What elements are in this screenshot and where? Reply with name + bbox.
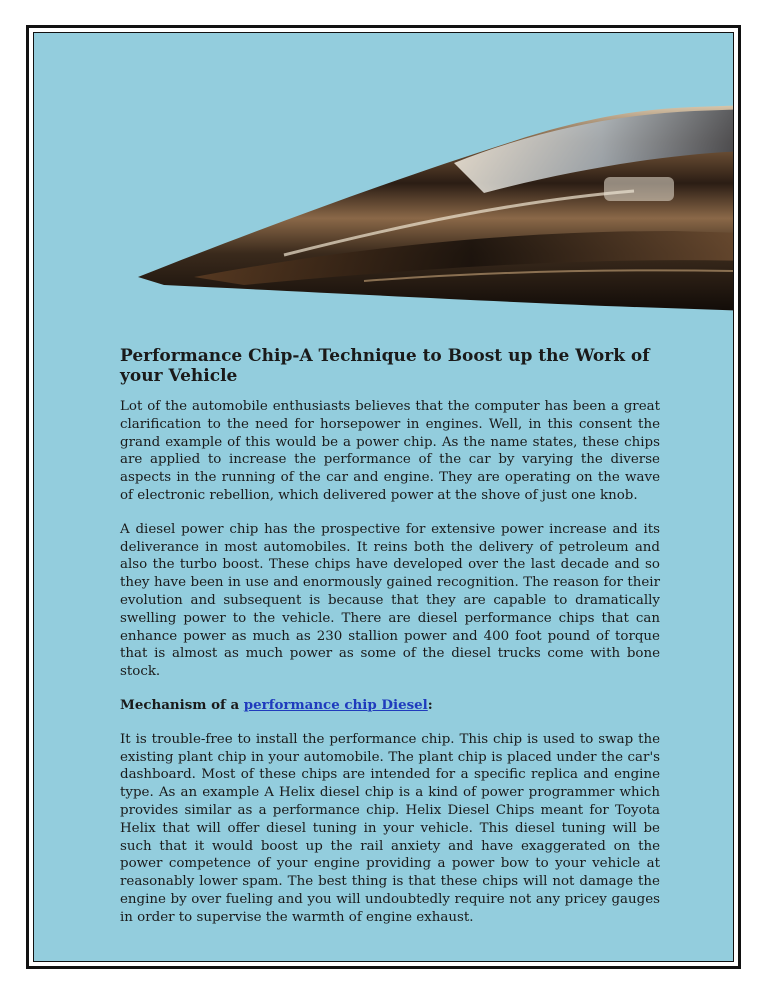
article <box>120 346 660 943</box>
page-border <box>26 25 741 969</box>
article-title: Performance Chip-A Technique to Boost up the Work of your Vehicle <box>120 346 650 386</box>
paragraph-1: Lot of the automobile enthusiasts believes that the computer has been a great clarification to the need for horsepower in engines. Well, in this consent the grand example of this would be a power chip. As the name states, these chips are applied to increase the performance of the car by varying the diverse aspects in the running of the car and engine. They are operating on the wave of electronic rebellion, which delivered power at the shove of just one knob. <box>120 399 660 503</box>
section-heading <box>120 697 660 715</box>
section-heading-prefix: Mechanism of a <box>120 696 244 713</box>
paragraph-3: It is trouble-free to install the performance chip. This chip is used to swap the existing plant chip in your automobile. The plant chip is placed under the car's dashboard. Most of these chips are intended for a specific replica and engine type. As an example A Helix diesel chip is a kind of power programmer which provides similar as a performance chip. Helix Diesel Chips meant for Toyota Helix that will offer diesel tuning in your vehicle. This diesel tuning will be such that it would boost up the rail anxiety and have exaggerated on the power competence of your engine providing a power bow to your vehicle at reasonably lower spam. The best thing is that these chips will not damage the engine by over fueling and you will undoubtedly require not any pricey gauges in order to supervise the warmth of engine exhaust. <box>120 731 660 925</box>
car-front-reflection-image <box>134 81 734 311</box>
section-heading-suffix: : <box>427 696 433 713</box>
page <box>33 32 734 962</box>
paragraph-2: A diesel power chip has the prospective for extensive power increase and its deliverance in most automobiles. It reins both the delivery of petroleum and also the turbo boost. These chips have developed over the last decade and so they have been in use and enormously gained recognition. The reason for their evolution and subsequent is because that they are capable to dramatically swelling power to the vehicle. There are diesel performance chips that can enhance power as much as 230 stallion power and 400 foot pound of torque that is almost as much power as some of the diesel trucks come with bone stock. <box>120 521 660 680</box>
performance-chip-diesel-link[interactable]: performance chip Diesel <box>243 696 428 713</box>
